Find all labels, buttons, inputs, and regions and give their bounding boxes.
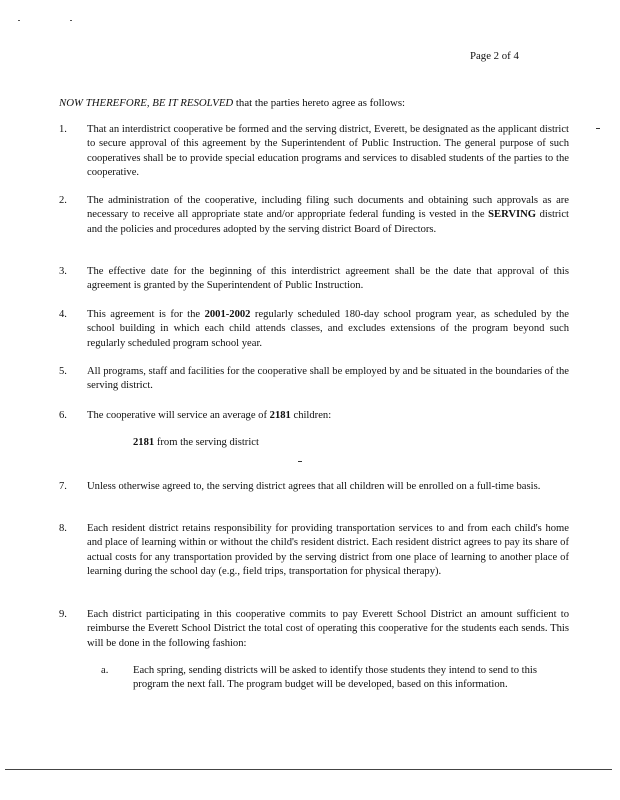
item-text-part: This agreement is for the bbox=[87, 309, 205, 320]
margin-mark bbox=[298, 461, 302, 462]
item-text: The effective date for the beginning of this interdistrict agreement shall be the date that approval of this agreement is granted by the Superintendent of Public Instruction. bbox=[87, 266, 569, 292]
item-text: Unless otherwise agreed to, the serving district agrees that all children will be enrolled on a full-time basis. bbox=[87, 481, 541, 492]
subline-rest: from the serving district bbox=[154, 437, 259, 448]
item-text: That an interdistrict cooperative be formed and the serving district, Everett, be designated as the applicant district to secure approval of this agreement by the Superintendent of Public Instruction. The general purpose of such cooperatives shall be to provide special education programs and services to disabled students of the parties to the cooperative. bbox=[87, 124, 569, 178]
scan-speck bbox=[18, 20, 20, 21]
item-text: Each district participating in this cooperative commits to pay Everett School District an amount sufficient to reimburse the Everett School District the total cost of operating this cooperative for the students each sends. This will be done in the following fashion: bbox=[87, 609, 569, 649]
item-text bbox=[87, 308, 569, 351]
item-number: 1. bbox=[59, 124, 67, 135]
item-text bbox=[87, 194, 569, 237]
list-item-3 bbox=[59, 265, 569, 294]
item-6-subline bbox=[133, 436, 259, 450]
item-text: All programs, staff and facilities for the cooperative shall be employed by and be situated in the boundaries of the serving district. bbox=[87, 366, 569, 392]
item-text-part: regularly scheduled 180-day school program year, as scheduled by the school building in which each child attends classes, and excludes extensions of the program beyond such regularly scheduled program school year. bbox=[87, 309, 569, 349]
item-number: 6. bbox=[59, 410, 67, 421]
item-number: 4. bbox=[59, 309, 67, 320]
item-text-bold: 2181 bbox=[269, 410, 291, 421]
list-item-9 bbox=[59, 608, 569, 651]
list-item-6 bbox=[59, 409, 569, 423]
item-text-part: children: bbox=[290, 410, 332, 421]
item-text-bold: 2001-2002 bbox=[204, 309, 251, 320]
item-text-part: The cooperative will service an average of bbox=[87, 410, 270, 421]
subitem-letter: a. bbox=[101, 665, 109, 676]
list-item-2 bbox=[59, 194, 569, 237]
list-item-4 bbox=[59, 308, 569, 351]
item-number: 7. bbox=[59, 481, 67, 492]
scan-speck bbox=[70, 20, 72, 21]
margin-mark bbox=[596, 128, 600, 129]
resolution-intro-italic: NOW THEREFORE, BE IT RESOLVED bbox=[59, 97, 234, 109]
subitem-text: Each spring, sending districts will be asked to identify those students they intend to send to this program the next fall. The program budget will be developed, based on this information. bbox=[133, 665, 537, 691]
list-item-1 bbox=[59, 123, 569, 180]
item-number: 2. bbox=[59, 195, 67, 206]
item-text bbox=[87, 409, 569, 423]
resolution-intro-rest: that the parties hereto agree as follows: bbox=[233, 97, 406, 109]
bottom-rule bbox=[5, 769, 612, 770]
item-number: 9. bbox=[59, 609, 67, 620]
item-text-bold: SERVING bbox=[488, 209, 537, 221]
item-number: 8. bbox=[59, 523, 67, 534]
subline-bold: 2181 bbox=[133, 437, 155, 448]
item-text-part: district and the policies and procedures adopted by the serving district Board of Directors. bbox=[87, 209, 570, 235]
list-subitem-a bbox=[101, 664, 561, 693]
item-number: 3. bbox=[59, 266, 67, 277]
list-item-8 bbox=[59, 522, 569, 579]
page-number: Page 2 of 4 bbox=[470, 50, 519, 62]
item-number: 5. bbox=[59, 366, 67, 377]
item-text: Each resident district retains responsibility for providing transportation services to and from each child's home and place of learning within or without the child's resident district. Each resident district agrees to pay its share of actual costs for any transportation provided by the serving district from one place of learning to another place of learning during the school day (e.g., field trips, transportation for physical therapy). bbox=[87, 523, 569, 577]
item-text-part: The administration of the cooperative, including filing such documents and obtaining such approvals as are necessary to receive all appropriate state and/or appropriate federal funding is vested in the bbox=[87, 195, 569, 221]
resolution-intro bbox=[59, 96, 579, 110]
list-item-5 bbox=[59, 365, 569, 394]
list-item-7 bbox=[59, 480, 569, 494]
